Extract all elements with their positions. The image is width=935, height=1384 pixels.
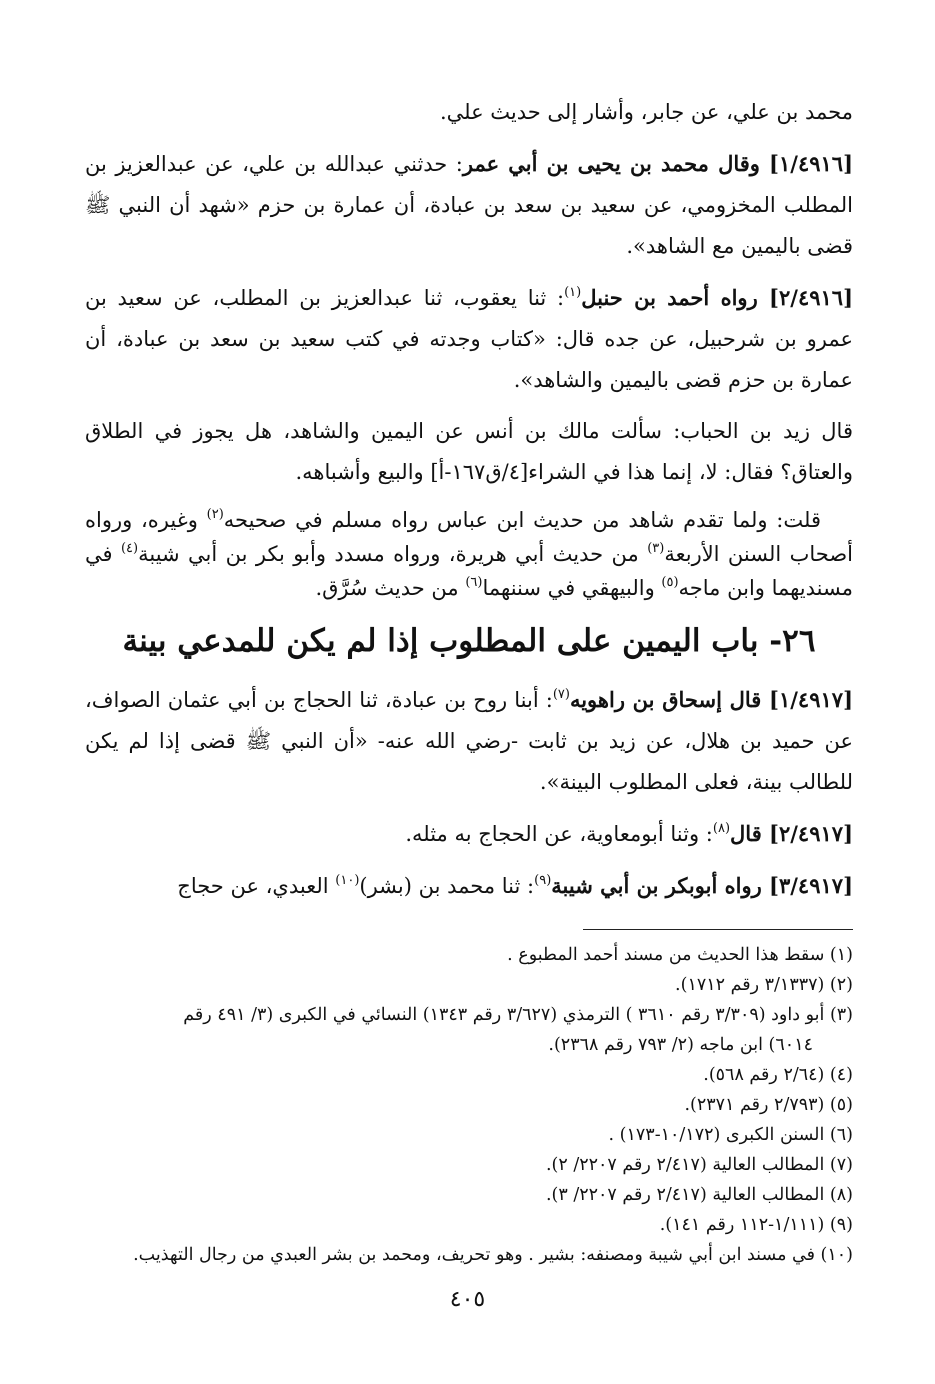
footnote <box>85 1060 853 1090</box>
hadith-reference: [٢/٤٩١٦] رواه أحمد بن حنبل <box>581 285 854 310</box>
footnote-text: (٣) أبو داود (٣/٣٠٩ رقم ٣٦١٠ ) الترمذي (٣/٦٢٧ رقم ١٣٤٣) النسائي في الكبرى (٣/ ٤٩١ رقم <box>183 1005 853 1025</box>
text-segment: : ثنا يعقوب، ثنا عبدالعزيز بن المطلب، عن سعيد بن عمرو بن شرحبيل، عن جده قال: «كتاب وجدته في كتب سعيد بن سعد بن عبادة، أن عمارة بن حزم قضى باليمين والشاهد». <box>85 286 853 392</box>
footnote <box>85 1240 853 1270</box>
text-segment: قال زيد بن الحباب: سألت مالك بن أنس عن اليمين والشاهد، هل يجوز في الطلاق والعتاق؟ فقال: لا، إنما هذا في الشراء[٤/ق١٦٧-أ] والبيع وأشباهه. <box>85 419 853 484</box>
text-segment: محمد بن علي، عن جابر، وأشار إلى حديث علي. <box>439 100 853 124</box>
footnote-marker[interactable]: (٦) <box>465 575 483 590</box>
footnote-marker[interactable]: (٩) <box>534 873 552 888</box>
footnote-marker[interactable]: (٧) <box>552 687 570 702</box>
text-segment: : وثنا أبومعاوية، عن الحجاج به مثله. <box>405 822 713 846</box>
footnote-marker[interactable]: (٤) <box>120 541 139 556</box>
paragraph <box>85 277 853 401</box>
paragraph <box>85 679 853 803</box>
footnote <box>85 1120 853 1150</box>
footnote <box>85 1000 853 1060</box>
paragraph <box>85 813 853 855</box>
paragraph <box>85 503 853 605</box>
footnote <box>85 1180 853 1210</box>
footnote-text: (٦) السنن الكبرى (١٠/١٧٢-١٧٣) . <box>608 1125 853 1145</box>
text-segment: وغيره، ورواه أصحاب السنن الأربعة <box>85 508 854 566</box>
footnote-text: (١) سقط هذا الحديث من مسند أحمد المطبوع . <box>507 945 853 965</box>
text-segment: في مسنديهما وابن ماجه <box>85 542 853 600</box>
footnote-text: (٨) المطالب العالية (٢/٤١٧ رقم ٢٢٠٧/ ٣). <box>545 1185 853 1205</box>
footnote-marker[interactable]: (١٠) <box>335 873 360 888</box>
text-segment: من حديث سُرَّق. <box>315 576 466 600</box>
footnote-marker[interactable]: (٣) <box>647 541 665 556</box>
text-segment: والبيهقي في سننهما <box>482 576 662 600</box>
hadith-reference: [٢/٤٩١٧] قال <box>730 821 853 846</box>
footnote-text: (٥) (٢/٧٩٣ رقم ٢٣٧١). <box>684 1095 853 1115</box>
paragraph <box>85 143 853 267</box>
main-text-top <box>85 92 853 605</box>
hadith-reference: [١/٤٩١٧] قال إسحاق بن راهويه <box>569 687 853 712</box>
footnote <box>85 1210 853 1240</box>
footnote <box>85 1090 853 1120</box>
footnote-text: (٤) (٢/٦٤ رقم ٥٦٨). <box>703 1065 853 1085</box>
paragraph <box>85 411 853 493</box>
text-segment: : أبنا روح بن عبادة، ثنا الحجاج بن أبي عثمان الصواف، عن حميد بن هلال، عن زيد بن ثابت -رضي الله عنه- «أن النبي ﷺ قضى إذا لم يكن للطالب بينة، فعلى المطلوب البينة». <box>85 688 853 794</box>
footnote <box>85 940 853 970</box>
footnote-continuation: ٦٠١٤) ابن ماجه (٢/ ٧٩٣ رقم ٢٣٦٨). <box>548 1035 813 1055</box>
paragraph <box>85 865 853 907</box>
footnote-marker[interactable]: (٥) <box>661 575 679 590</box>
footnote-text: (٢) (٣/١٣٣٧ رقم ١٧١٢). <box>675 975 853 995</box>
chapter-title: ٢٦- باب اليمين على المطلوب إذا لم يكن للمدعي بينة <box>122 623 816 659</box>
footnote <box>85 1150 853 1180</box>
footnote-marker[interactable]: (١) <box>564 285 582 300</box>
page-number: ٤٠٥ <box>449 1287 486 1312</box>
main-text-bottom <box>85 679 853 907</box>
text-segment: قلت: ولما تقدم شاهد من حديث ابن عباس رواه مسلم في صحيحه <box>223 508 821 532</box>
footnote-separator <box>583 929 853 930</box>
text-segment: : ثنا محمد بن (بشر) <box>359 874 535 898</box>
footnotes <box>85 940 853 1270</box>
footnote-text: (٧) المطالب العالية (٢/٤١٧ رقم ٢٢٠٧/ ٢). <box>545 1155 853 1175</box>
hadith-reference: [٣/٤٩١٧] رواه أبوبكر بن أبي شيبة <box>551 873 853 898</box>
footnote-text: (١٠) في مسند ابن أبي شيبة ومصنفه: بشير . وهو تحريف، ومحمد بن بشر العبدي من رجال التهذيب. <box>133 1245 853 1265</box>
text-segment: من حديث أبي هريرة، ورواه مسدد وأبو بكر بن أبي شيبة <box>138 542 648 566</box>
footnote-marker[interactable]: (٨) <box>712 821 731 836</box>
paragraph <box>85 92 853 133</box>
footnote-marker[interactable]: (٢) <box>206 507 224 522</box>
hadith-reference: [١/٤٩١٦] وقال محمد بن يحيى بن أبي عمر <box>462 151 854 176</box>
footnote-text: (٩) (١/١١١-١١٢ رقم ١٤١). <box>659 1215 853 1235</box>
text-segment: العبدي، عن حجاج <box>177 874 336 898</box>
text-segment: : حدثني عبدالله بن علي، عن عبدالعزيز بن المطلب المخزومي، عن سعيد بن سعد بن عبادة، أن عمارة بن حزم «شهد أن النبي ﷺ قضى باليمين مع الشاهد». <box>85 152 853 258</box>
footnote <box>85 970 853 1000</box>
